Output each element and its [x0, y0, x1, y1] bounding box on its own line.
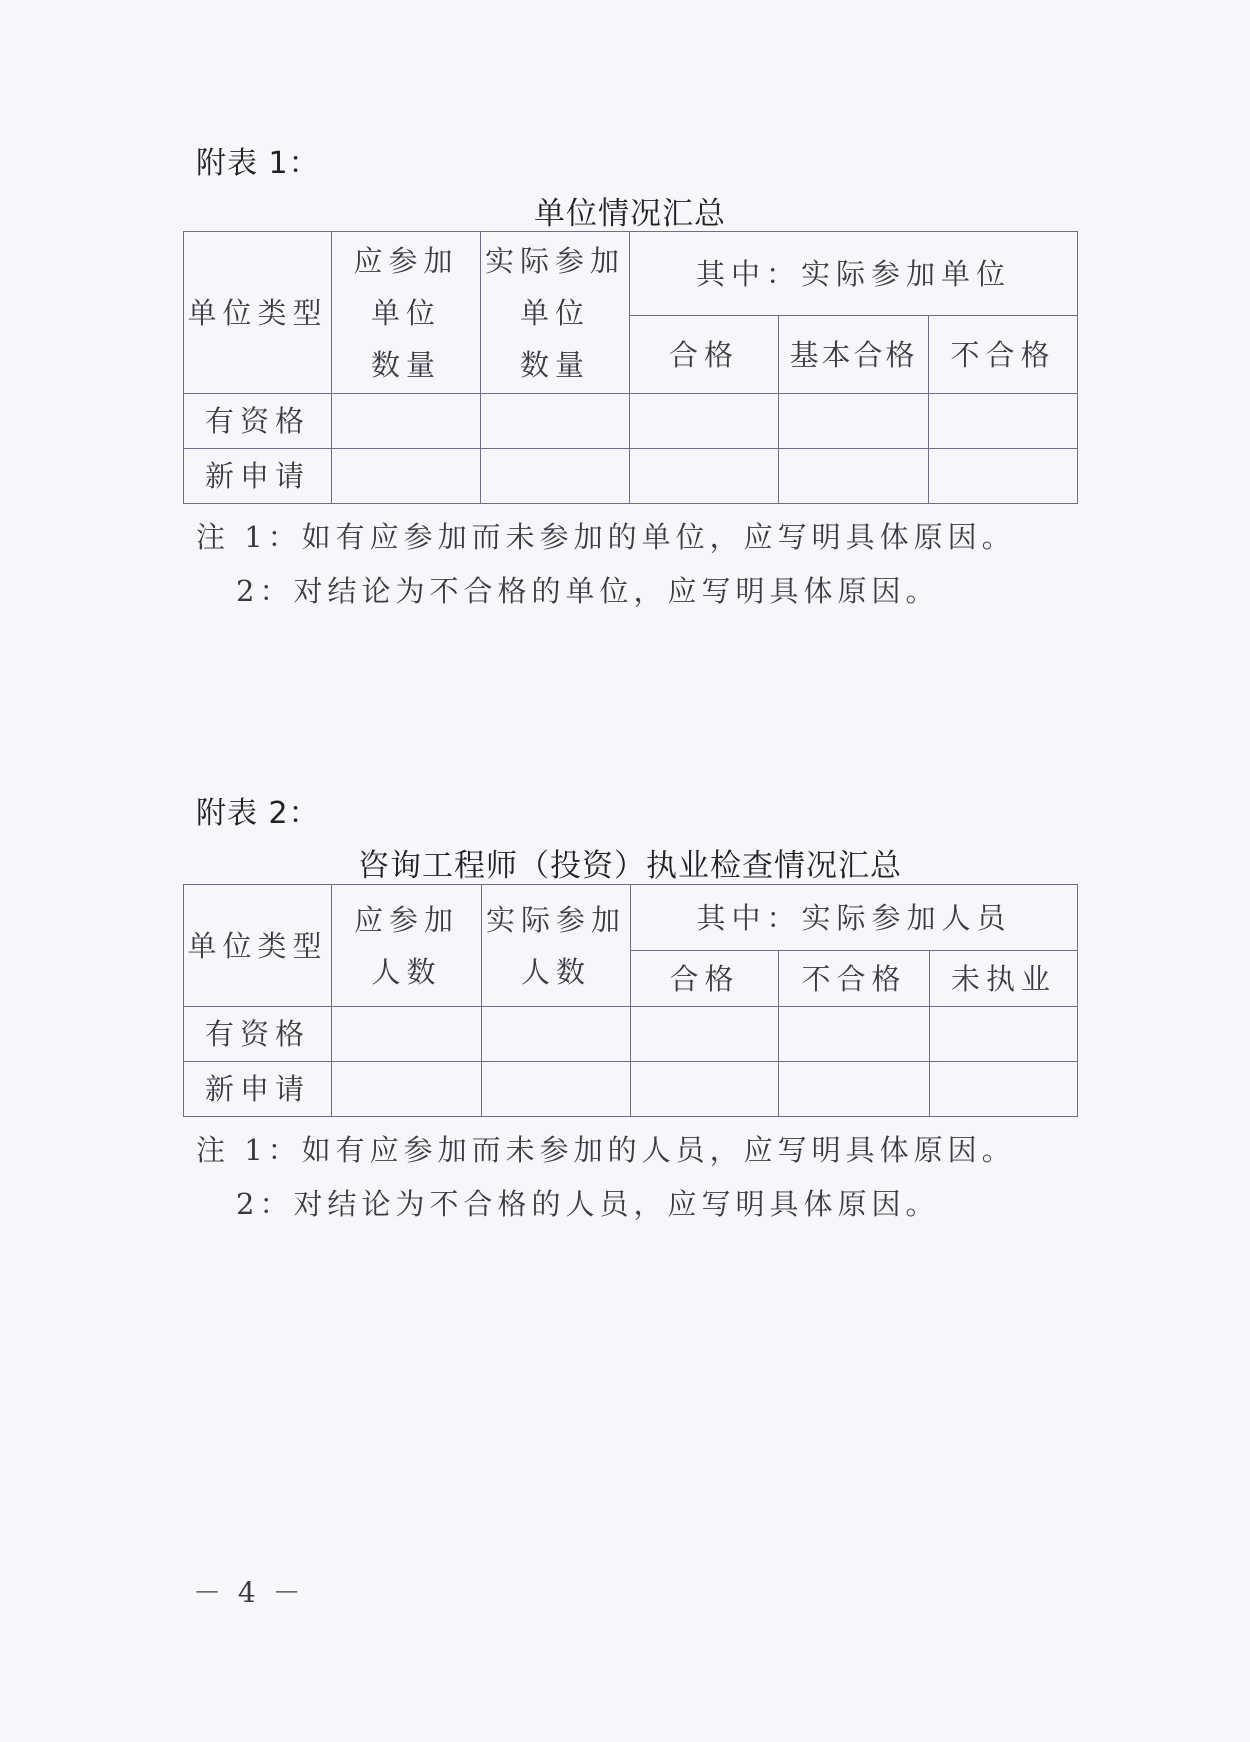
table1-header-group: 其中：实际参加单位 [630, 232, 1078, 316]
table1-note-2: 2：对结论为不合格的单位，应写明具体原因。 [236, 574, 940, 608]
table-cell [779, 1062, 930, 1117]
table2-note-1: 注 1：如有应参加而未参加的人员，应写明具体原因。 [196, 1133, 1016, 1167]
table-cell [332, 1007, 482, 1062]
table1-header-sub: 不合格 [929, 316, 1078, 394]
table-cell [482, 1062, 631, 1117]
table-cell [779, 449, 929, 504]
table2-header-sub: 合格 [631, 951, 779, 1007]
table-cell [332, 449, 481, 504]
header-line: 单位 [519, 295, 590, 330]
row-label: 新申请 [184, 1062, 332, 1117]
table1-note-1: 注 1：如有应参加而未参加的单位，应写明具体原因。 [196, 520, 1016, 554]
table1-header-unit-type: 单位类型 [184, 232, 332, 394]
table-cell [930, 1007, 1078, 1062]
table2-header-actual-attend [482, 885, 631, 1007]
header-line: 数量 [370, 347, 441, 382]
page-number: － 4 － [193, 1576, 305, 1609]
table-cell [482, 1007, 631, 1062]
header-line: 人数 [371, 954, 442, 989]
table-row [184, 1062, 1078, 1117]
table1-title: 单位情况汇总 [534, 196, 726, 232]
table2 [183, 884, 1078, 1117]
table2-header-should-attend [332, 885, 482, 1007]
table-cell [779, 394, 929, 449]
table1-header-sub: 合格 [630, 316, 779, 394]
table-cell [332, 1062, 482, 1117]
row-label: 有资格 [184, 1007, 332, 1062]
header-line: 单位 [370, 295, 441, 330]
table1 [183, 231, 1078, 504]
table-cell [929, 449, 1078, 504]
table-row [184, 394, 1078, 449]
table2-note-2: 2：对结论为不合格的人员，应写明具体原因。 [236, 1187, 940, 1221]
table-cell [630, 449, 779, 504]
table-row [184, 449, 1078, 504]
table-cell [631, 1062, 779, 1117]
table2-header-group: 其中：实际参加人员 [631, 885, 1078, 951]
table1-caption: 附表 1： [196, 146, 320, 181]
table1-header-sub: 基本合格 [779, 316, 929, 394]
table-cell [481, 449, 630, 504]
row-label: 新申请 [184, 449, 332, 504]
header-line: 数量 [519, 347, 590, 382]
table2-header-sub: 未执业 [930, 951, 1078, 1007]
table1-header-actual-attend [481, 232, 630, 394]
table1-header-should-attend [332, 232, 481, 394]
table-cell [930, 1062, 1078, 1117]
header-line: 实际参加 [485, 902, 626, 937]
table-cell [631, 1007, 779, 1062]
header-line: 人数 [520, 954, 591, 989]
header-line: 实际参加 [484, 243, 625, 278]
table-cell [481, 394, 630, 449]
table-cell [929, 394, 1078, 449]
table2-header-sub: 不合格 [779, 951, 930, 1007]
table-cell [779, 1007, 930, 1062]
table-cell [630, 394, 779, 449]
table-row [184, 1007, 1078, 1062]
table2-title: 咨询工程师（投资）执业检查情况汇总 [358, 848, 902, 884]
row-label: 有资格 [184, 394, 332, 449]
header-line: 应参加 [353, 902, 459, 937]
table-cell [332, 394, 481, 449]
table2-header-unit-type: 单位类型 [184, 885, 332, 1007]
table2-caption: 附表 2： [196, 796, 320, 831]
header-line: 应参加 [353, 243, 459, 278]
